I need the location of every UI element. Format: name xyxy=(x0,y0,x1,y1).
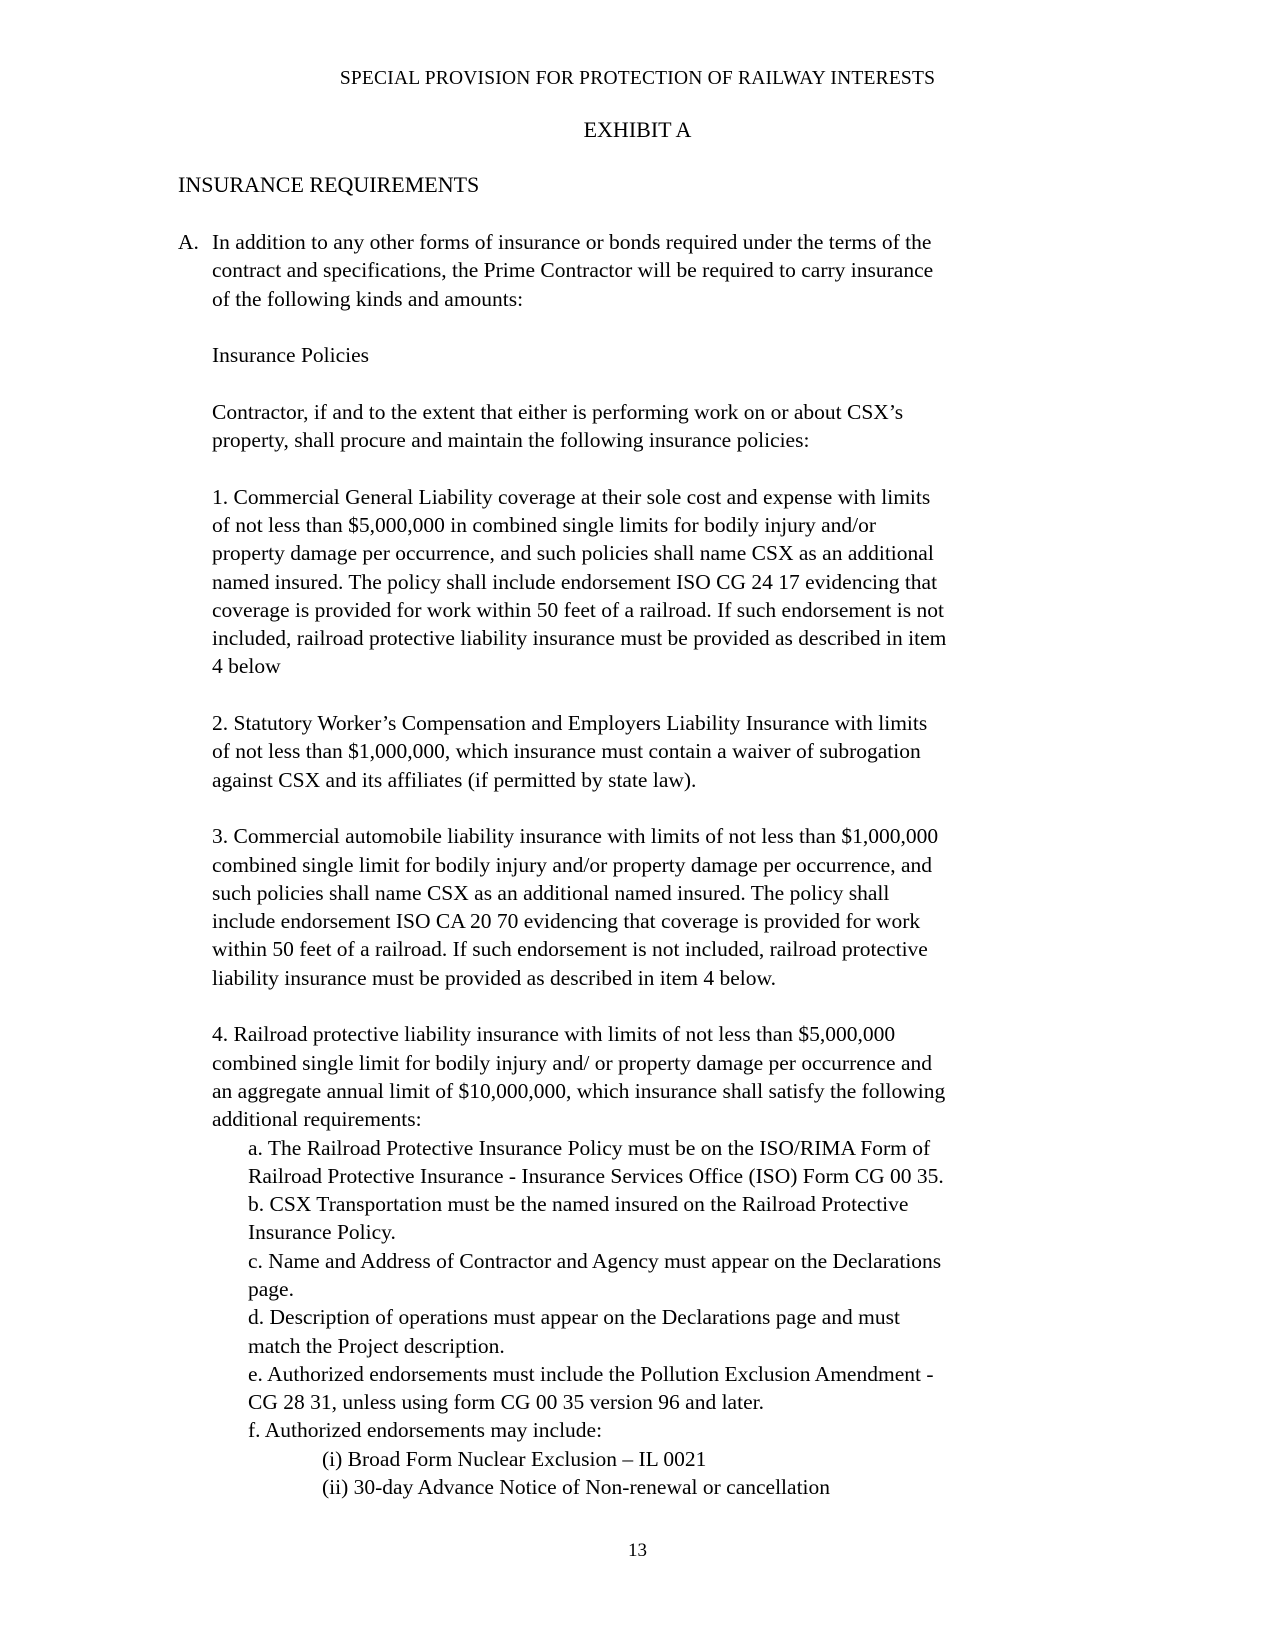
clause-a-marker: A. xyxy=(178,230,199,254)
item-3-line: such policies shall name CSX as an additional named insured. The policy shall xyxy=(212,880,890,905)
sub-item-a-line: a. The Railroad Protective Insurance Policy must be on the ISO/RIMA Form of xyxy=(248,1135,931,1160)
item-1-line: 1. Commercial General Liability coverage at their sole cost and expense with limits xyxy=(212,484,931,509)
clause-a-body xyxy=(212,228,1058,1501)
item-4-sub-list xyxy=(212,1134,1058,1502)
item-3-line: within 50 feet of a railroad. If such endorsement is not included, railroad protective xyxy=(212,937,928,962)
sub-item-d-line: match the Project description. xyxy=(248,1333,505,1358)
running-header: SPECIAL PROVISION FOR PROTECTION OF RAILWAY INTERESTS xyxy=(339,68,936,89)
insurance-item-2 xyxy=(212,709,1058,794)
clause-a-intro-line: Contractor, if and to the extent that either is performing work on or about CSX’s xyxy=(212,399,904,424)
roman-item-ii: (ii) 30-day Advance Notice of Non-renewal or cancellation xyxy=(322,1475,831,1500)
insurance-item-3 xyxy=(212,822,1058,992)
item-1-line: coverage is provided for work within 50 feet of a railroad. If such endorsement is not xyxy=(212,597,944,622)
clause-a xyxy=(178,228,1058,1501)
item-1-line: of not less than $5,000,000 in combined single limits for bodily injury and/or xyxy=(212,512,877,537)
insurance-item-4 xyxy=(212,1020,1058,1501)
item-4-line: additional requirements: xyxy=(212,1107,422,1132)
item-1-line: property damage per occurrence, and such policies shall name CSX as an additional xyxy=(212,541,934,566)
item-1-line: included, railroad protective liability insurance must be provided as described in item xyxy=(212,626,947,651)
sub-item-a-line: Railroad Protective Insurance - Insurance Services Office (ISO) Form CG 00 35. xyxy=(248,1163,944,1188)
item-1-line: named insured. The policy shall include endorsement ISO CG 24 17 evidencing that xyxy=(212,569,938,594)
page-number: 13 xyxy=(628,1540,647,1561)
item-4-line: an aggregate annual limit of $10,000,000, which insurance shall satisfy the following xyxy=(212,1078,946,1103)
item-4-line: combined single limit for bodily injury and/ or property damage per occurrence and xyxy=(212,1050,933,1075)
roman-item-i: (i) Broad Form Nuclear Exclusion – IL 0021 xyxy=(322,1446,707,1471)
sub-item-d-line: d. Description of operations must appear on the Declarations page and must xyxy=(248,1305,900,1330)
sub-item-e-line: CG 28 31, unless using form CG 00 35 version 96 and later. xyxy=(248,1390,764,1415)
item-3-line: liability insurance must be provided as described in item 4 below. xyxy=(212,965,777,990)
section-title: INSURANCE REQUIREMENTS xyxy=(178,172,480,197)
insurance-policies-heading: Insurance Policies xyxy=(212,343,370,368)
item-3-line: include endorsement ISO CA 20 70 evidencing that coverage is provided for work xyxy=(212,909,921,934)
sub-item-b-line: Insurance Policy. xyxy=(248,1220,396,1245)
sub-item-f-line: f. Authorized endorsements may include: xyxy=(248,1418,603,1443)
sub-item-c-line: page. xyxy=(248,1276,294,1301)
sub-item-c-line: c. Name and Address of Contractor and Agency must appear on the Declarations xyxy=(248,1248,942,1273)
clause-a-line: of the following kinds and amounts: xyxy=(212,286,524,311)
clause-a-line: In addition to any other forms of insurance or bonds required under the terms of the xyxy=(212,230,932,254)
document-body xyxy=(178,228,1058,1501)
item-1-line: 4 below xyxy=(212,654,281,679)
item-2-line: against CSX and its affiliates (if permitted by state law). xyxy=(212,767,697,792)
item-3-line: 3. Commercial automobile liability insurance with limits of not less than $1,000,000 xyxy=(212,824,939,849)
item-3-line: combined single limit for bodily injury and/or property damage per occurrence, and xyxy=(212,852,933,877)
item-2-line: 2. Statutory Worker’s Compensation and Employers Liability Insurance with limits xyxy=(212,711,928,736)
item-2-line: of not less than $1,000,000, which insurance must contain a waiver of subrogation xyxy=(212,739,921,764)
sub-item-b-line: b. CSX Transportation must be the named insured on the Railroad Protective xyxy=(248,1192,909,1217)
sub-item-e-line: e. Authorized endorsements must include the Pollution Exclusion Amendment - xyxy=(248,1361,934,1386)
insurance-item-1 xyxy=(212,483,1058,681)
clause-a-line: contract and specifications, the Prime Contractor will be required to carry insurance xyxy=(212,258,934,283)
exhibit-title: EXHIBIT A xyxy=(583,117,692,142)
item-4-line: 4. Railroad protective liability insurance with limits of not less than $5,000,000 xyxy=(212,1022,896,1047)
clause-a-intro-line: property, shall procure and maintain the following insurance policies: xyxy=(212,428,810,453)
